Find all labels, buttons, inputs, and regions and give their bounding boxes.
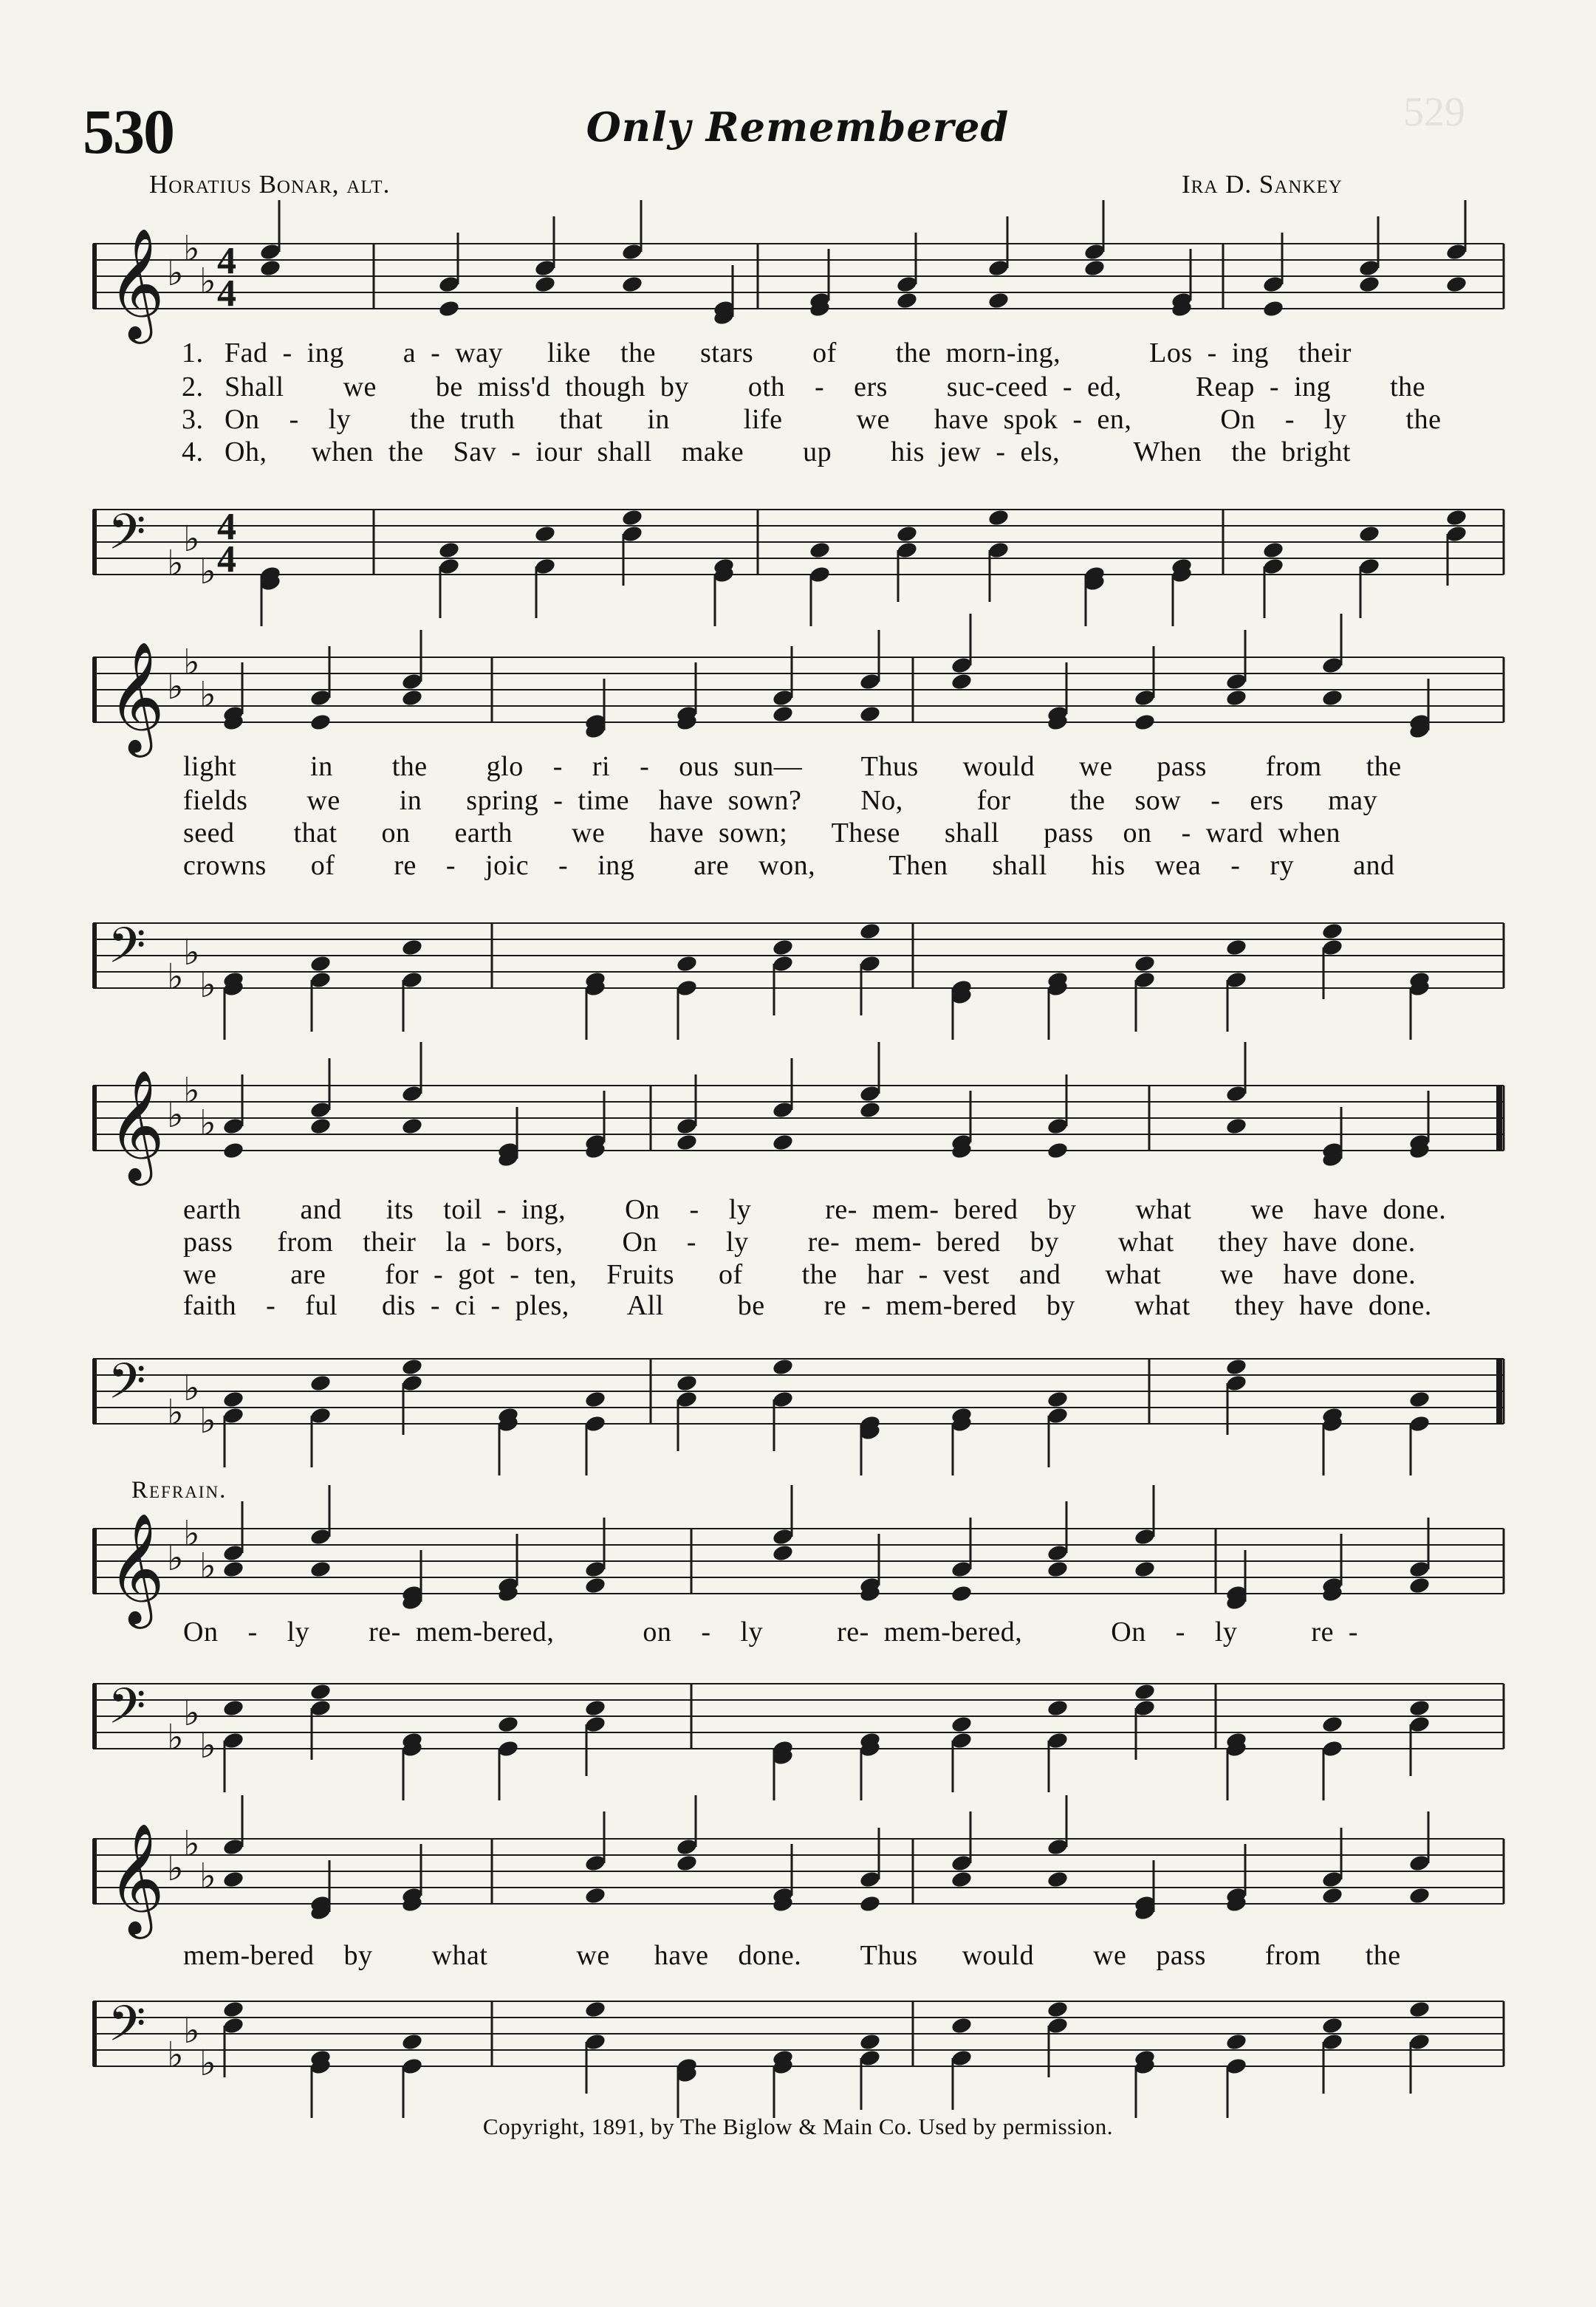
verse-number: 3. (182, 404, 204, 435)
flat-icon: ♭ (167, 1094, 184, 1136)
note-head (1225, 688, 1248, 707)
note-head (772, 1543, 795, 1563)
note-head (222, 1870, 245, 1889)
note-head (1047, 2000, 1069, 2019)
copyright-notice: Copyright, 1891, by The Biglow & Main Co. Used by permission. (482, 2114, 1114, 2139)
flat-icon: ♭ (183, 1513, 200, 1554)
bass-staff-1 (93, 487, 1504, 598)
note-head (676, 1133, 699, 1152)
bass-clef-icon: 𝄢 (108, 1995, 146, 2064)
note-head (859, 922, 882, 941)
flat-icon: ♭ (183, 1368, 200, 1409)
note-head (309, 954, 332, 973)
note-head (222, 1560, 245, 1579)
time-signature-digit: 4 (217, 240, 236, 282)
verse-text: faith - ful dis - ci - ples, All be re - mem-bered by what they have done. (183, 1290, 1432, 1321)
verse-text: On - ly the truth that in life we have spok - en, On - ly the (225, 404, 1442, 435)
verse-4-line-3 (93, 1289, 1504, 1322)
note-head (859, 1100, 882, 1120)
note-head (772, 1133, 795, 1152)
verse-text: we are for - got - ten, Fruits of the har - vest and what we have done. (183, 1259, 1417, 1290)
note-head (1321, 1886, 1344, 1905)
time-signature-digit: 4 (217, 506, 236, 548)
flat-icon: ♭ (167, 1848, 184, 1889)
verse-3-line-1 (93, 403, 1504, 436)
note-head (951, 2016, 973, 2035)
note-head (309, 1560, 332, 1579)
note-head (222, 1698, 245, 1718)
verse-number: 4. (182, 436, 204, 467)
note-head (1262, 299, 1285, 318)
verse-4-line-1 (93, 436, 1504, 468)
flat-icon: ♭ (167, 1717, 184, 1758)
note-head (534, 275, 557, 294)
refrain-text: mem-bered by what we have done. Thus would we pass from the (183, 1940, 1401, 1971)
flat-icon: ♭ (167, 1392, 184, 1433)
note-head (222, 1141, 245, 1160)
note-head (401, 1357, 424, 1377)
bass-clef-icon: 𝄢 (108, 504, 146, 572)
note-head (621, 508, 644, 527)
flat-icon: ♭ (183, 228, 200, 270)
flat-icon: ♭ (199, 1856, 216, 1897)
refrain-label: Refrain. (131, 1477, 227, 1504)
verse-text: Fad - ing a - way like the stars of the morn-ing, Los - ing their (225, 337, 1352, 368)
flat-icon: ♭ (199, 1725, 216, 1766)
flat-icon: ♭ (199, 2043, 216, 2084)
verse-text: light in the glo - ri - ous sun— Thus would we pass from the (183, 751, 1402, 782)
verse-2-line-2 (93, 784, 1504, 817)
note-head (1445, 275, 1468, 294)
note-head (676, 954, 699, 973)
verse-text: Shall we be miss'd though by oth - ers suc-ceed - ed, Reap - ing the (225, 371, 1426, 402)
composer-credit: Ira D. Sankey (1182, 170, 1343, 199)
note-head (1408, 1390, 1431, 1409)
verse-1-line-3 (93, 1193, 1504, 1226)
note-head (401, 2032, 424, 2051)
bass-clef-icon: 𝄢 (108, 917, 146, 986)
treble-staff-2 (93, 635, 1504, 753)
note-head (676, 1374, 699, 1393)
refrain-line-2 (93, 1939, 1504, 1972)
note-head (1445, 508, 1468, 527)
note-head (497, 1715, 520, 1734)
note-head (401, 688, 424, 707)
note-head (1321, 922, 1344, 941)
note-head (222, 1390, 245, 1409)
note-head (951, 1584, 973, 1603)
note-head (896, 291, 919, 310)
note-head (859, 2032, 882, 2051)
verse-number: 1. (182, 337, 204, 368)
note-head (1321, 1715, 1344, 1734)
verse-1-line-2 (93, 750, 1504, 783)
note-head (951, 1715, 973, 1734)
flat-icon: ♭ (167, 666, 184, 707)
verse-number: 2. (182, 371, 204, 402)
verse-4-line-2 (93, 849, 1504, 882)
note-head (309, 713, 332, 732)
flat-icon: ♭ (167, 956, 184, 998)
flat-icon: ♭ (199, 674, 216, 716)
flat-icon: ♭ (167, 253, 184, 294)
flat-icon: ♭ (199, 964, 216, 1006)
flat-icon: ♭ (183, 1070, 200, 1111)
note-head (772, 705, 795, 724)
treble-clef-icon: 𝄞 (108, 1822, 165, 1934)
flat-icon: ♭ (183, 1823, 200, 1865)
treble-staff-5 (93, 1817, 1504, 1934)
note-head (1134, 1560, 1157, 1579)
flat-icon: ♭ (183, 1693, 200, 1734)
note-head (401, 938, 424, 957)
verse-text: crowns of re - joic - ing are won, Then shall his wea - ry and (183, 850, 1395, 881)
note-head (1225, 1117, 1248, 1136)
note-head (809, 541, 832, 560)
treble-clef-icon: 𝄞 (108, 1512, 165, 1624)
hymn-title: Only Remembered (586, 103, 1010, 151)
note-head (584, 1390, 607, 1409)
note-head (1225, 1357, 1248, 1377)
note-head (1321, 2016, 1344, 2035)
note-head (534, 524, 557, 544)
note-head (621, 275, 644, 294)
bass-staff-4 (93, 1662, 1504, 1772)
flat-icon: ♭ (199, 1400, 216, 1442)
hymn-number: 530 (83, 96, 174, 167)
note-head (222, 2000, 245, 2019)
note-head (772, 938, 795, 957)
note-head (1408, 1576, 1431, 1595)
note-head (987, 508, 1010, 527)
author-credit: Horatius Bonar, alt. (149, 170, 391, 199)
verse-text: Oh, when the Sav - iour shall make up his jew - els, When the bright (225, 436, 1351, 467)
note-head (1225, 938, 1248, 957)
flat-icon: ♭ (199, 1546, 216, 1587)
note-head (1262, 541, 1285, 560)
note-head (1358, 275, 1381, 294)
flat-icon: ♭ (167, 2035, 184, 2076)
note-head (584, 1698, 607, 1718)
flat-icon: ♭ (199, 551, 216, 592)
note-head (951, 1870, 973, 1889)
note-head (1134, 1682, 1157, 1701)
note-head (584, 2000, 607, 2019)
refrain-text: On - ly re- mem-bered, on - ly re- mem-bered, On - ly re - (183, 1617, 1359, 1648)
note-head (1047, 1390, 1069, 1409)
note-head (772, 1357, 795, 1377)
verse-text: seed that on earth we have sown; These shall pass on - ward when (183, 817, 1340, 849)
bass-clef-icon: 𝄢 (108, 1353, 146, 1422)
time-signature-digit: 4 (217, 272, 236, 315)
verse-2-line-3 (93, 1226, 1504, 1258)
note-head (259, 258, 282, 278)
note-head (1047, 1870, 1069, 1889)
note-head (1321, 688, 1344, 707)
flat-icon: ♭ (199, 261, 216, 302)
note-head (1408, 1698, 1431, 1718)
note-head (309, 1682, 332, 1701)
note-head (859, 1894, 882, 1913)
note-head (1408, 1886, 1431, 1905)
note-head (438, 299, 461, 318)
refrain-line-1 (93, 1616, 1504, 1648)
note-head (1047, 1560, 1069, 1579)
note-head (1134, 713, 1157, 732)
note-head (1083, 258, 1106, 278)
flat-icon: ♭ (199, 1103, 216, 1144)
note-head (309, 1117, 332, 1136)
verse-3-line-3 (93, 1258, 1504, 1291)
bass-staff-2 (93, 901, 1504, 1012)
note-head (1225, 2032, 1248, 2051)
flat-icon: ♭ (183, 642, 200, 683)
note-head (438, 541, 461, 560)
note-head (676, 1854, 699, 1873)
bleed-through-page-number: 529 (1403, 89, 1465, 135)
note-head (401, 1117, 424, 1136)
verse-1-line-1 (93, 337, 1504, 369)
verse-text: pass from their la - bors, On - ly re- mem- bered by what they have done. (183, 1227, 1416, 1258)
treble-staff-4 (93, 1506, 1504, 1624)
verse-text: fields we in spring - time have sown? No, for the sow - ers may (183, 785, 1378, 816)
note-head (951, 672, 973, 691)
treble-clef-icon: 𝄞 (108, 1069, 165, 1181)
flat-icon: ♭ (167, 1538, 184, 1579)
treble-staff-1 (93, 222, 1504, 339)
note-head (309, 1374, 332, 1393)
bass-clef-icon: 𝄢 (108, 1678, 146, 1746)
time-signature-digit: 4 (217, 538, 236, 580)
note-head (584, 1886, 607, 1905)
note-head (1408, 2000, 1431, 2019)
note-head (859, 705, 882, 724)
flat-icon: ♭ (183, 518, 200, 560)
verse-2-line-1 (93, 371, 1504, 403)
flat-icon: ♭ (167, 543, 184, 584)
verse-text: earth and its toil - ing, On - ly re- mem- bered by what we have done. (183, 1194, 1447, 1225)
treble-clef-icon: 𝄞 (108, 227, 165, 339)
bass-staff-5 (93, 1979, 1504, 2090)
treble-staff-3 (93, 1063, 1504, 1181)
verse-3-line-2 (93, 817, 1504, 849)
treble-clef-icon: 𝄞 (108, 640, 165, 753)
note-head (1047, 1141, 1069, 1160)
note-head (1134, 954, 1157, 973)
flat-icon: ♭ (183, 2010, 200, 2051)
flat-icon: ♭ (183, 932, 200, 973)
note-head (987, 291, 1010, 310)
note-head (1358, 524, 1381, 544)
note-head (584, 1576, 607, 1595)
note-head (896, 524, 919, 544)
bass-staff-3 (93, 1337, 1504, 1447)
note-head (1047, 1698, 1069, 1718)
